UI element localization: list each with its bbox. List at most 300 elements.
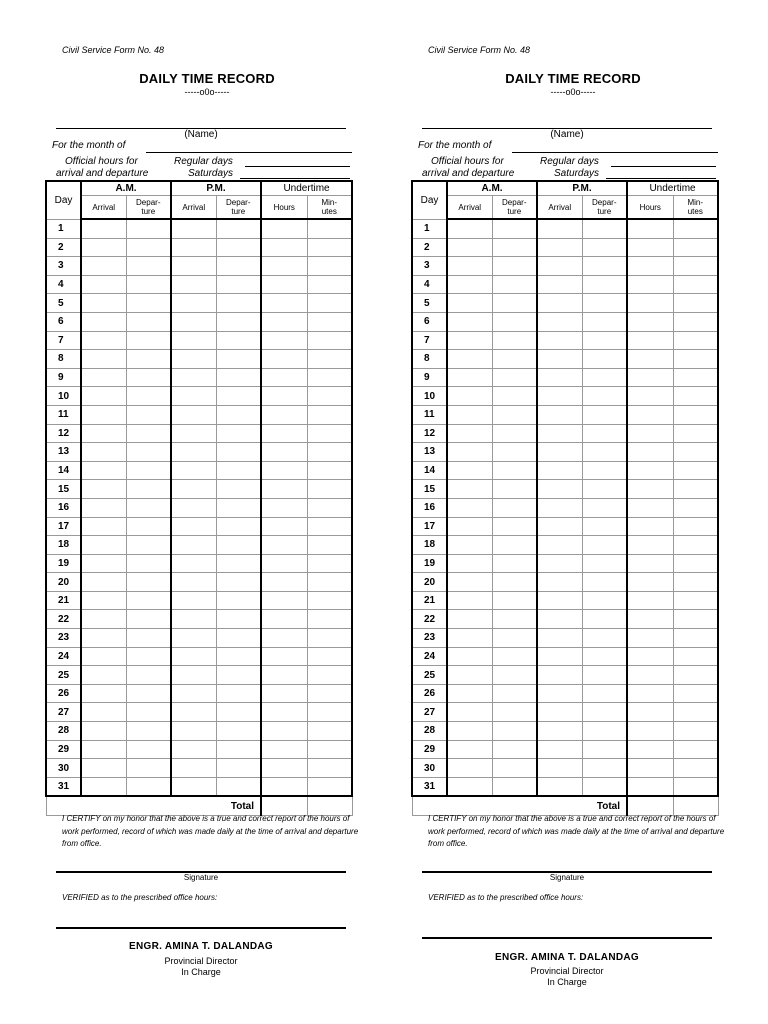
pm-arrival-cell[interactable] [171, 275, 216, 294]
undertime-hours-cell[interactable] [261, 498, 307, 517]
am-departure-cell[interactable] [492, 257, 537, 276]
pm-departure-cell[interactable] [582, 238, 627, 257]
undertime-hours-cell[interactable] [261, 536, 307, 555]
undertime-minutes-cell[interactable] [673, 257, 718, 276]
am-arrival-cell[interactable] [81, 368, 126, 387]
undertime-hours-cell[interactable] [627, 275, 673, 294]
am-arrival-cell[interactable] [447, 219, 492, 238]
pm-arrival-cell[interactable] [171, 591, 216, 610]
pm-arrival-cell[interactable] [537, 424, 582, 443]
am-arrival-cell[interactable] [447, 480, 492, 499]
regular-days-field[interactable] [245, 166, 350, 167]
am-departure-cell[interactable] [126, 647, 171, 666]
pm-arrival-cell[interactable] [537, 666, 582, 685]
undertime-hours-cell[interactable] [627, 294, 673, 313]
pm-arrival-cell[interactable] [537, 257, 582, 276]
undertime-hours-cell[interactable] [627, 219, 673, 238]
undertime-minutes-cell[interactable] [307, 536, 352, 555]
am-arrival-cell[interactable] [81, 257, 126, 276]
am-departure-cell[interactable] [492, 517, 537, 536]
pm-arrival-cell[interactable] [537, 219, 582, 238]
am-departure-cell[interactable] [492, 294, 537, 313]
pm-arrival-cell[interactable] [537, 368, 582, 387]
pm-departure-cell[interactable] [582, 703, 627, 722]
undertime-minutes-cell[interactable] [673, 461, 718, 480]
am-departure-cell[interactable] [126, 331, 171, 350]
pm-departure-cell[interactable] [216, 350, 261, 369]
pm-departure-cell[interactable] [582, 666, 627, 685]
am-arrival-cell[interactable] [81, 629, 126, 648]
pm-departure-cell[interactable] [582, 331, 627, 350]
undertime-hours-cell[interactable] [261, 368, 307, 387]
undertime-minutes-cell[interactable] [673, 312, 718, 331]
pm-arrival-cell[interactable] [171, 554, 216, 573]
pm-arrival-cell[interactable] [537, 629, 582, 648]
undertime-minutes-cell[interactable] [673, 666, 718, 685]
pm-arrival-cell[interactable] [537, 703, 582, 722]
undertime-hours-cell[interactable] [627, 536, 673, 555]
pm-departure-cell[interactable] [216, 517, 261, 536]
am-arrival-cell[interactable] [81, 387, 126, 406]
am-departure-cell[interactable] [492, 480, 537, 499]
pm-arrival-cell[interactable] [171, 666, 216, 685]
pm-departure-cell[interactable] [216, 498, 261, 517]
pm-departure-cell[interactable] [582, 536, 627, 555]
undertime-minutes-cell[interactable] [307, 350, 352, 369]
am-arrival-cell[interactable] [81, 759, 126, 778]
undertime-hours-cell[interactable] [627, 759, 673, 778]
pm-arrival-cell[interactable] [537, 387, 582, 406]
am-arrival-cell[interactable] [447, 443, 492, 462]
undertime-minutes-cell[interactable] [673, 740, 718, 759]
am-arrival-cell[interactable] [447, 684, 492, 703]
am-arrival-cell[interactable] [447, 722, 492, 741]
am-arrival-cell[interactable] [447, 257, 492, 276]
am-departure-cell[interactable] [492, 312, 537, 331]
am-departure-cell[interactable] [492, 368, 537, 387]
pm-departure-cell[interactable] [216, 219, 261, 238]
am-arrival-cell[interactable] [447, 275, 492, 294]
pm-arrival-cell[interactable] [171, 647, 216, 666]
am-arrival-cell[interactable] [81, 591, 126, 610]
pm-arrival-cell[interactable] [171, 722, 216, 741]
undertime-minutes-cell[interactable] [673, 387, 718, 406]
am-arrival-cell[interactable] [447, 350, 492, 369]
am-arrival-cell[interactable] [81, 610, 126, 629]
undertime-minutes-cell[interactable] [673, 536, 718, 555]
undertime-hours-cell[interactable] [627, 666, 673, 685]
pm-arrival-cell[interactable] [537, 275, 582, 294]
undertime-hours-cell[interactable] [261, 703, 307, 722]
pm-departure-cell[interactable] [216, 424, 261, 443]
pm-departure-cell[interactable] [582, 350, 627, 369]
undertime-hours-cell[interactable] [261, 424, 307, 443]
undertime-hours-cell[interactable] [627, 647, 673, 666]
pm-arrival-cell[interactable] [537, 777, 582, 796]
pm-arrival-cell[interactable] [171, 443, 216, 462]
undertime-hours-cell[interactable] [261, 405, 307, 424]
undertime-hours-cell[interactable] [261, 777, 307, 796]
am-departure-cell[interactable] [126, 480, 171, 499]
am-arrival-cell[interactable] [447, 461, 492, 480]
pm-departure-cell[interactable] [582, 554, 627, 573]
pm-departure-cell[interactable] [582, 740, 627, 759]
undertime-hours-cell[interactable] [627, 610, 673, 629]
pm-departure-cell[interactable] [582, 573, 627, 592]
pm-departure-cell[interactable] [582, 387, 627, 406]
undertime-minutes-cell[interactable] [673, 722, 718, 741]
am-arrival-cell[interactable] [81, 275, 126, 294]
undertime-hours-cell[interactable] [627, 554, 673, 573]
pm-arrival-cell[interactable] [171, 684, 216, 703]
pm-arrival-cell[interactable] [537, 591, 582, 610]
pm-departure-cell[interactable] [216, 573, 261, 592]
am-arrival-cell[interactable] [447, 610, 492, 629]
am-arrival-cell[interactable] [81, 461, 126, 480]
undertime-minutes-cell[interactable] [673, 498, 718, 517]
pm-departure-cell[interactable] [582, 275, 627, 294]
undertime-hours-cell[interactable] [261, 219, 307, 238]
undertime-hours-cell[interactable] [627, 703, 673, 722]
undertime-minutes-cell[interactable] [673, 443, 718, 462]
am-departure-cell[interactable] [126, 573, 171, 592]
pm-arrival-cell[interactable] [171, 703, 216, 722]
pm-departure-cell[interactable] [216, 387, 261, 406]
undertime-hours-cell[interactable] [261, 331, 307, 350]
undertime-minutes-cell[interactable] [673, 368, 718, 387]
am-departure-cell[interactable] [126, 684, 171, 703]
am-arrival-cell[interactable] [81, 498, 126, 517]
am-departure-cell[interactable] [126, 629, 171, 648]
pm-arrival-cell[interactable] [171, 424, 216, 443]
am-departure-cell[interactable] [492, 238, 537, 257]
pm-departure-cell[interactable] [582, 443, 627, 462]
am-departure-cell[interactable] [126, 703, 171, 722]
am-departure-cell[interactable] [492, 461, 537, 480]
undertime-hours-cell[interactable] [261, 740, 307, 759]
undertime-minutes-cell[interactable] [673, 350, 718, 369]
am-arrival-cell[interactable] [447, 331, 492, 350]
undertime-minutes-cell[interactable] [307, 275, 352, 294]
am-arrival-cell[interactable] [81, 573, 126, 592]
pm-departure-cell[interactable] [216, 554, 261, 573]
am-departure-cell[interactable] [492, 684, 537, 703]
undertime-hours-cell[interactable] [261, 629, 307, 648]
pm-arrival-cell[interactable] [537, 740, 582, 759]
am-departure-cell[interactable] [492, 405, 537, 424]
am-arrival-cell[interactable] [447, 573, 492, 592]
pm-arrival-cell[interactable] [171, 573, 216, 592]
undertime-hours-cell[interactable] [261, 461, 307, 480]
undertime-minutes-cell[interactable] [673, 777, 718, 796]
pm-departure-cell[interactable] [216, 368, 261, 387]
undertime-hours-cell[interactable] [627, 722, 673, 741]
am-departure-cell[interactable] [126, 610, 171, 629]
pm-departure-cell[interactable] [216, 759, 261, 778]
am-arrival-cell[interactable] [447, 368, 492, 387]
pm-departure-cell[interactable] [216, 275, 261, 294]
am-departure-cell[interactable] [126, 219, 171, 238]
pm-arrival-cell[interactable] [537, 480, 582, 499]
undertime-hours-cell[interactable] [627, 443, 673, 462]
am-departure-cell[interactable] [126, 294, 171, 313]
am-departure-cell[interactable] [492, 722, 537, 741]
undertime-minutes-cell[interactable] [307, 498, 352, 517]
undertime-minutes-cell[interactable] [673, 759, 718, 778]
undertime-minutes-cell[interactable] [673, 703, 718, 722]
am-arrival-cell[interactable] [447, 629, 492, 648]
am-departure-cell[interactable] [126, 461, 171, 480]
am-departure-cell[interactable] [492, 424, 537, 443]
pm-arrival-cell[interactable] [537, 759, 582, 778]
am-departure-cell[interactable] [126, 759, 171, 778]
am-arrival-cell[interactable] [81, 517, 126, 536]
undertime-hours-cell[interactable] [261, 275, 307, 294]
am-arrival-cell[interactable] [81, 443, 126, 462]
undertime-hours-cell[interactable] [261, 573, 307, 592]
pm-departure-cell[interactable] [216, 629, 261, 648]
undertime-minutes-cell[interactable] [673, 331, 718, 350]
undertime-hours-cell[interactable] [627, 350, 673, 369]
am-arrival-cell[interactable] [81, 666, 126, 685]
undertime-minutes-cell[interactable] [307, 629, 352, 648]
pm-arrival-cell[interactable] [171, 498, 216, 517]
pm-arrival-cell[interactable] [537, 331, 582, 350]
saturdays-field[interactable] [606, 178, 716, 179]
undertime-minutes-cell[interactable] [307, 424, 352, 443]
undertime-minutes-cell[interactable] [307, 740, 352, 759]
undertime-hours-cell[interactable] [627, 312, 673, 331]
am-arrival-cell[interactable] [81, 219, 126, 238]
undertime-minutes-cell[interactable] [307, 331, 352, 350]
undertime-hours-cell[interactable] [627, 684, 673, 703]
am-arrival-cell[interactable] [81, 684, 126, 703]
pm-arrival-cell[interactable] [171, 312, 216, 331]
undertime-hours-cell[interactable] [261, 591, 307, 610]
pm-departure-cell[interactable] [582, 498, 627, 517]
am-departure-cell[interactable] [492, 573, 537, 592]
am-arrival-cell[interactable] [447, 647, 492, 666]
pm-departure-cell[interactable] [216, 610, 261, 629]
am-arrival-cell[interactable] [81, 536, 126, 555]
undertime-minutes-cell[interactable] [673, 610, 718, 629]
am-arrival-cell[interactable] [81, 740, 126, 759]
undertime-hours-cell[interactable] [627, 238, 673, 257]
am-arrival-cell[interactable] [447, 405, 492, 424]
pm-arrival-cell[interactable] [537, 722, 582, 741]
pm-arrival-cell[interactable] [171, 238, 216, 257]
am-arrival-cell[interactable] [81, 238, 126, 257]
am-departure-cell[interactable] [126, 722, 171, 741]
pm-arrival-cell[interactable] [171, 219, 216, 238]
pm-arrival-cell[interactable] [171, 368, 216, 387]
undertime-minutes-cell[interactable] [673, 591, 718, 610]
am-arrival-cell[interactable] [81, 647, 126, 666]
pm-departure-cell[interactable] [582, 480, 627, 499]
am-arrival-cell[interactable] [81, 554, 126, 573]
pm-arrival-cell[interactable] [537, 684, 582, 703]
pm-departure-cell[interactable] [216, 666, 261, 685]
am-arrival-cell[interactable] [447, 666, 492, 685]
pm-arrival-cell[interactable] [537, 517, 582, 536]
undertime-minutes-cell[interactable] [673, 554, 718, 573]
pm-departure-cell[interactable] [216, 238, 261, 257]
pm-departure-cell[interactable] [216, 684, 261, 703]
undertime-minutes-cell[interactable] [307, 219, 352, 238]
am-departure-cell[interactable] [126, 424, 171, 443]
undertime-minutes-cell[interactable] [307, 294, 352, 313]
undertime-hours-cell[interactable] [261, 387, 307, 406]
undertime-minutes-cell[interactable] [673, 684, 718, 703]
am-arrival-cell[interactable] [447, 591, 492, 610]
pm-departure-cell[interactable] [216, 480, 261, 499]
am-arrival-cell[interactable] [81, 350, 126, 369]
am-departure-cell[interactable] [126, 777, 171, 796]
am-departure-cell[interactable] [492, 703, 537, 722]
pm-departure-cell[interactable] [216, 257, 261, 276]
undertime-minutes-cell[interactable] [307, 777, 352, 796]
pm-arrival-cell[interactable] [171, 461, 216, 480]
undertime-minutes-cell[interactable] [307, 554, 352, 573]
regular-days-field[interactable] [611, 166, 716, 167]
am-arrival-cell[interactable] [81, 703, 126, 722]
am-departure-cell[interactable] [492, 629, 537, 648]
saturdays-field[interactable] [240, 178, 350, 179]
am-arrival-cell[interactable] [447, 424, 492, 443]
pm-departure-cell[interactable] [582, 312, 627, 331]
pm-departure-cell[interactable] [582, 759, 627, 778]
am-arrival-cell[interactable] [81, 294, 126, 313]
pm-arrival-cell[interactable] [537, 498, 582, 517]
pm-departure-cell[interactable] [216, 461, 261, 480]
undertime-hours-cell[interactable] [261, 666, 307, 685]
undertime-hours-cell[interactable] [261, 684, 307, 703]
pm-departure-cell[interactable] [582, 219, 627, 238]
pm-arrival-cell[interactable] [537, 647, 582, 666]
undertime-minutes-cell[interactable] [673, 480, 718, 499]
undertime-hours-cell[interactable] [627, 424, 673, 443]
pm-arrival-cell[interactable] [171, 294, 216, 313]
pm-arrival-cell[interactable] [537, 294, 582, 313]
am-arrival-cell[interactable] [81, 480, 126, 499]
pm-arrival-cell[interactable] [171, 257, 216, 276]
am-arrival-cell[interactable] [447, 777, 492, 796]
am-departure-cell[interactable] [126, 591, 171, 610]
undertime-hours-cell[interactable] [627, 387, 673, 406]
pm-arrival-cell[interactable] [171, 629, 216, 648]
am-departure-cell[interactable] [126, 536, 171, 555]
pm-departure-cell[interactable] [216, 740, 261, 759]
pm-arrival-cell[interactable] [537, 350, 582, 369]
am-arrival-cell[interactable] [447, 759, 492, 778]
pm-arrival-cell[interactable] [537, 238, 582, 257]
pm-departure-cell[interactable] [216, 294, 261, 313]
am-departure-cell[interactable] [492, 219, 537, 238]
undertime-minutes-cell[interactable] [307, 666, 352, 685]
undertime-hours-cell[interactable] [261, 350, 307, 369]
am-arrival-cell[interactable] [447, 498, 492, 517]
am-arrival-cell[interactable] [447, 294, 492, 313]
undertime-minutes-cell[interactable] [307, 517, 352, 536]
am-departure-cell[interactable] [126, 387, 171, 406]
am-arrival-cell[interactable] [81, 331, 126, 350]
undertime-minutes-cell[interactable] [307, 591, 352, 610]
pm-departure-cell[interactable] [582, 368, 627, 387]
am-departure-cell[interactable] [492, 740, 537, 759]
am-arrival-cell[interactable] [447, 238, 492, 257]
am-departure-cell[interactable] [492, 591, 537, 610]
pm-arrival-cell[interactable] [537, 554, 582, 573]
pm-arrival-cell[interactable] [171, 331, 216, 350]
month-field[interactable] [512, 152, 718, 153]
undertime-hours-cell[interactable] [261, 294, 307, 313]
pm-departure-cell[interactable] [582, 647, 627, 666]
pm-departure-cell[interactable] [216, 331, 261, 350]
month-field[interactable] [146, 152, 352, 153]
pm-arrival-cell[interactable] [171, 777, 216, 796]
pm-arrival-cell[interactable] [537, 312, 582, 331]
undertime-hours-cell[interactable] [627, 591, 673, 610]
undertime-hours-cell[interactable] [627, 368, 673, 387]
undertime-minutes-cell[interactable] [307, 722, 352, 741]
am-departure-cell[interactable] [492, 331, 537, 350]
pm-departure-cell[interactable] [582, 424, 627, 443]
pm-arrival-cell[interactable] [537, 536, 582, 555]
am-departure-cell[interactable] [126, 368, 171, 387]
undertime-minutes-cell[interactable] [307, 387, 352, 406]
am-departure-cell[interactable] [126, 517, 171, 536]
undertime-hours-cell[interactable] [261, 312, 307, 331]
pm-arrival-cell[interactable] [537, 610, 582, 629]
undertime-hours-cell[interactable] [261, 722, 307, 741]
pm-arrival-cell[interactable] [171, 350, 216, 369]
undertime-minutes-cell[interactable] [307, 684, 352, 703]
am-departure-cell[interactable] [492, 536, 537, 555]
pm-departure-cell[interactable] [216, 703, 261, 722]
am-arrival-cell[interactable] [447, 312, 492, 331]
pm-departure-cell[interactable] [582, 591, 627, 610]
undertime-minutes-cell[interactable] [307, 257, 352, 276]
undertime-hours-cell[interactable] [261, 238, 307, 257]
am-departure-cell[interactable] [492, 350, 537, 369]
am-departure-cell[interactable] [492, 275, 537, 294]
am-departure-cell[interactable] [492, 647, 537, 666]
am-departure-cell[interactable] [126, 443, 171, 462]
am-departure-cell[interactable] [492, 498, 537, 517]
undertime-minutes-cell[interactable] [307, 573, 352, 592]
undertime-minutes-cell[interactable] [307, 312, 352, 331]
undertime-hours-cell[interactable] [627, 777, 673, 796]
undertime-hours-cell[interactable] [261, 610, 307, 629]
am-departure-cell[interactable] [492, 777, 537, 796]
pm-departure-cell[interactable] [582, 294, 627, 313]
am-departure-cell[interactable] [492, 387, 537, 406]
undertime-hours-cell[interactable] [261, 257, 307, 276]
pm-arrival-cell[interactable] [537, 573, 582, 592]
undertime-minutes-cell[interactable] [307, 461, 352, 480]
pm-departure-cell[interactable] [216, 536, 261, 555]
am-departure-cell[interactable] [126, 257, 171, 276]
undertime-minutes-cell[interactable] [673, 647, 718, 666]
am-departure-cell[interactable] [126, 238, 171, 257]
undertime-hours-cell[interactable] [627, 517, 673, 536]
undertime-hours-cell[interactable] [627, 480, 673, 499]
pm-arrival-cell[interactable] [171, 610, 216, 629]
pm-departure-cell[interactable] [582, 629, 627, 648]
am-arrival-cell[interactable] [447, 703, 492, 722]
pm-arrival-cell[interactable] [171, 517, 216, 536]
pm-departure-cell[interactable] [216, 777, 261, 796]
